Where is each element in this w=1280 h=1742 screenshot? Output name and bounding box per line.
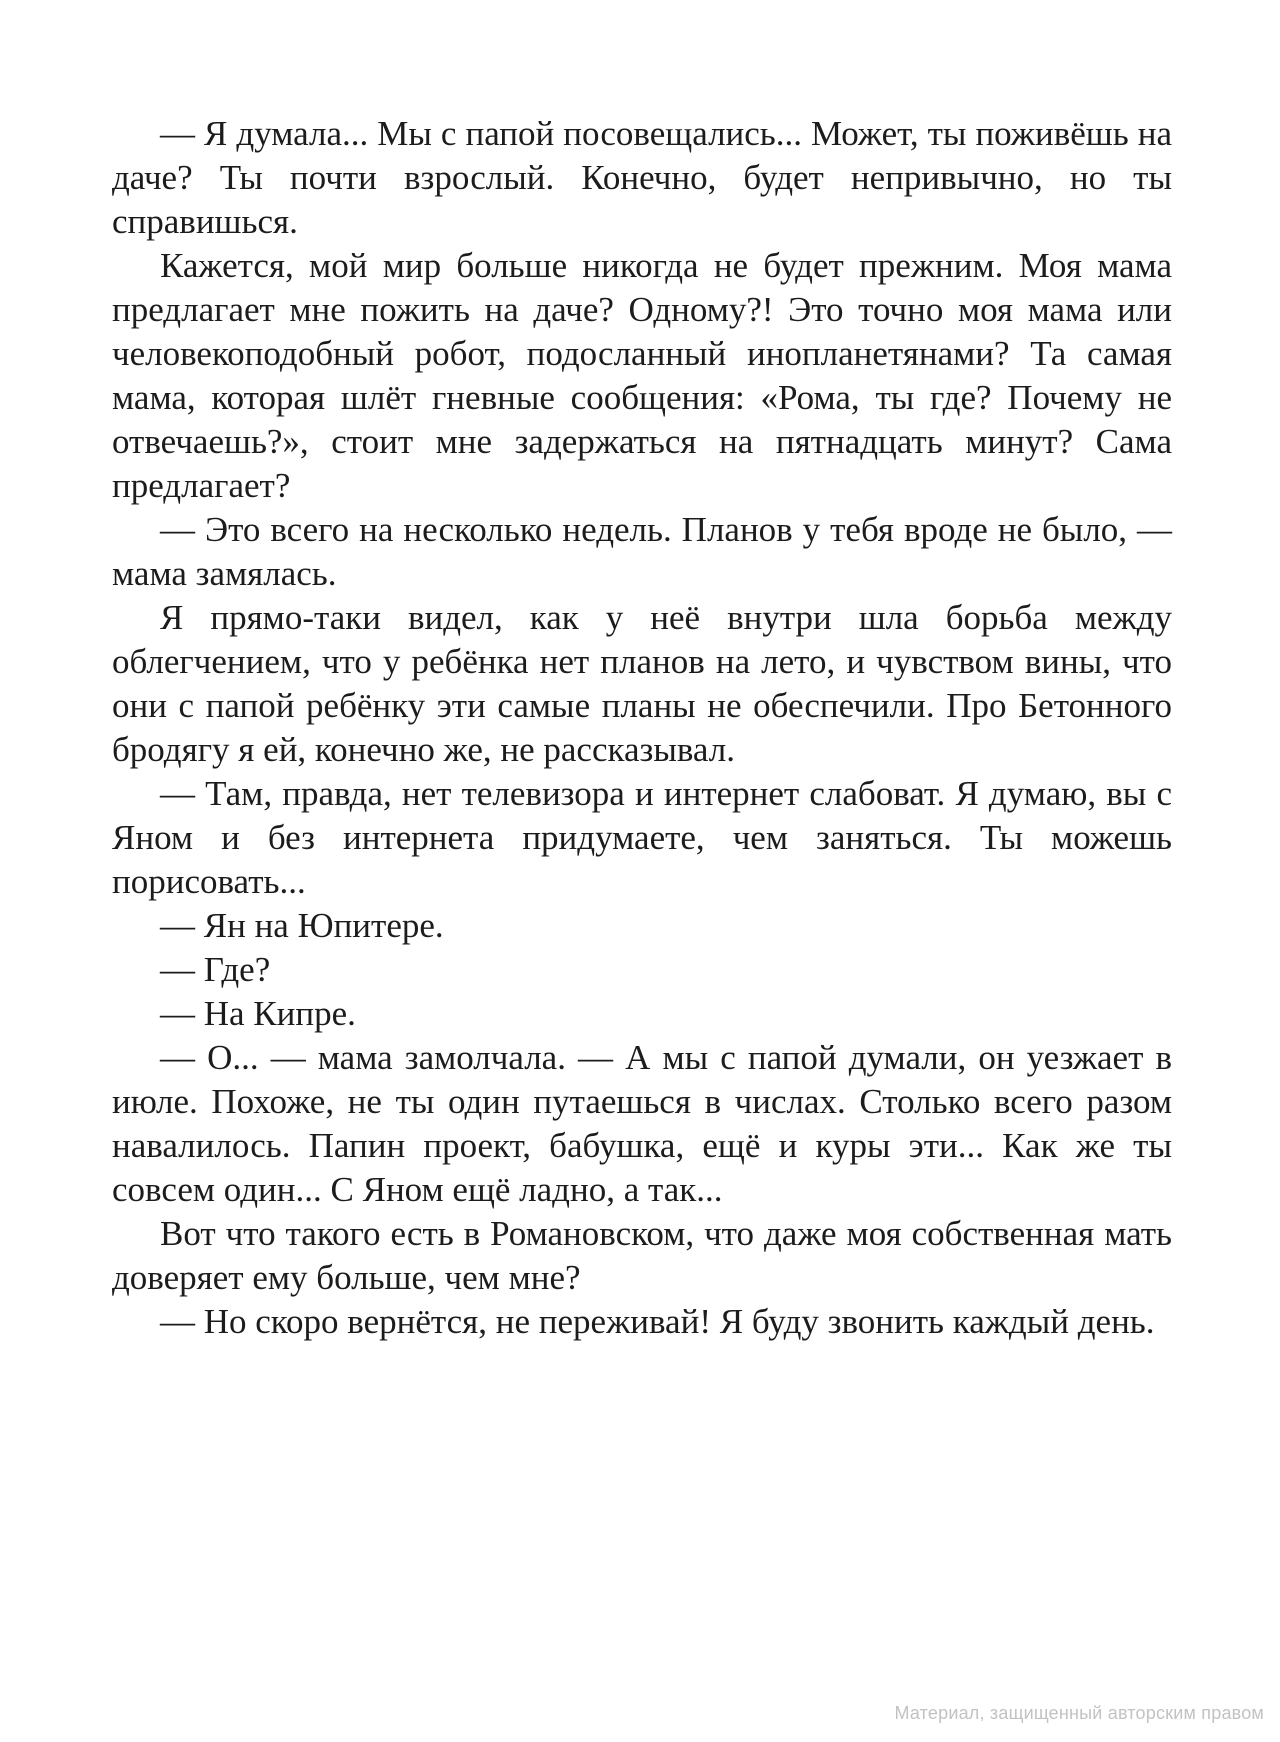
paragraph: Я прямо-таки видел, как у неё внутри шла борьба между облегчением, что у ребёнка нет планов на лето, и чувством вины, что они с папой ребёнку эти самые планы не обеспечили. Про Бетонного бродягу я ей, конечно же, не рассказывал. — [112, 598, 1172, 769]
paragraph: — Ян на Юпитере. — [160, 906, 444, 945]
paragraph: — Я думала... Мы с папой посовещались... Может, ты поживёшь на даче? Ты почти взрослый. Конечно, будет непривычно, но ты справишься. — [112, 114, 1172, 241]
paragraph: — Там, правда, нет телевизора и интернет слабоват. Я думаю, вы с Яном и без интернета придумаете, чем заняться. Ты можешь порисовать... — [112, 774, 1172, 901]
copyright-watermark: Материал, защищенный авторским правом — [894, 1703, 1264, 1723]
paragraph: — О... — мама замолчала. — А мы с папой думали, он уезжает в июле. Похоже, не ты один путаешься в числах. Столько всего разом навалилось. Папин проект, бабушка, ещё и куры эти... Как же ты совсем один... С Яном ещё ладно, а так... — [112, 1038, 1172, 1209]
paragraph: — На Кипре. — [160, 994, 356, 1033]
paragraph: Вот что такого есть в Романовском, что даже моя собственная мать доверяет ему больше, чем мне? — [112, 1214, 1172, 1297]
page-text-block — [112, 112, 1172, 1344]
paragraph: — Это всего на несколько недель. Планов у тебя вроде не было, — мама замялась. — [112, 510, 1172, 593]
paragraph: — Но скоро вернётся, не переживай! Я буду звонить каждый день. — [160, 1302, 1155, 1341]
paragraph: Кажется, мой мир больше никогда не будет прежним. Моя мама предлагает мне пожить на даче? Одному?! Это точно моя мама или человекоподобный робот, подосланный инопланетянами? Та самая мама, которая шлёт гневные сообщения: «Рома, ты где? Почему не отвечаешь?», стоит мне задержаться на пятнадцать минут? Сама предлагает? — [112, 246, 1172, 505]
paragraph: — Где? — [160, 950, 271, 989]
